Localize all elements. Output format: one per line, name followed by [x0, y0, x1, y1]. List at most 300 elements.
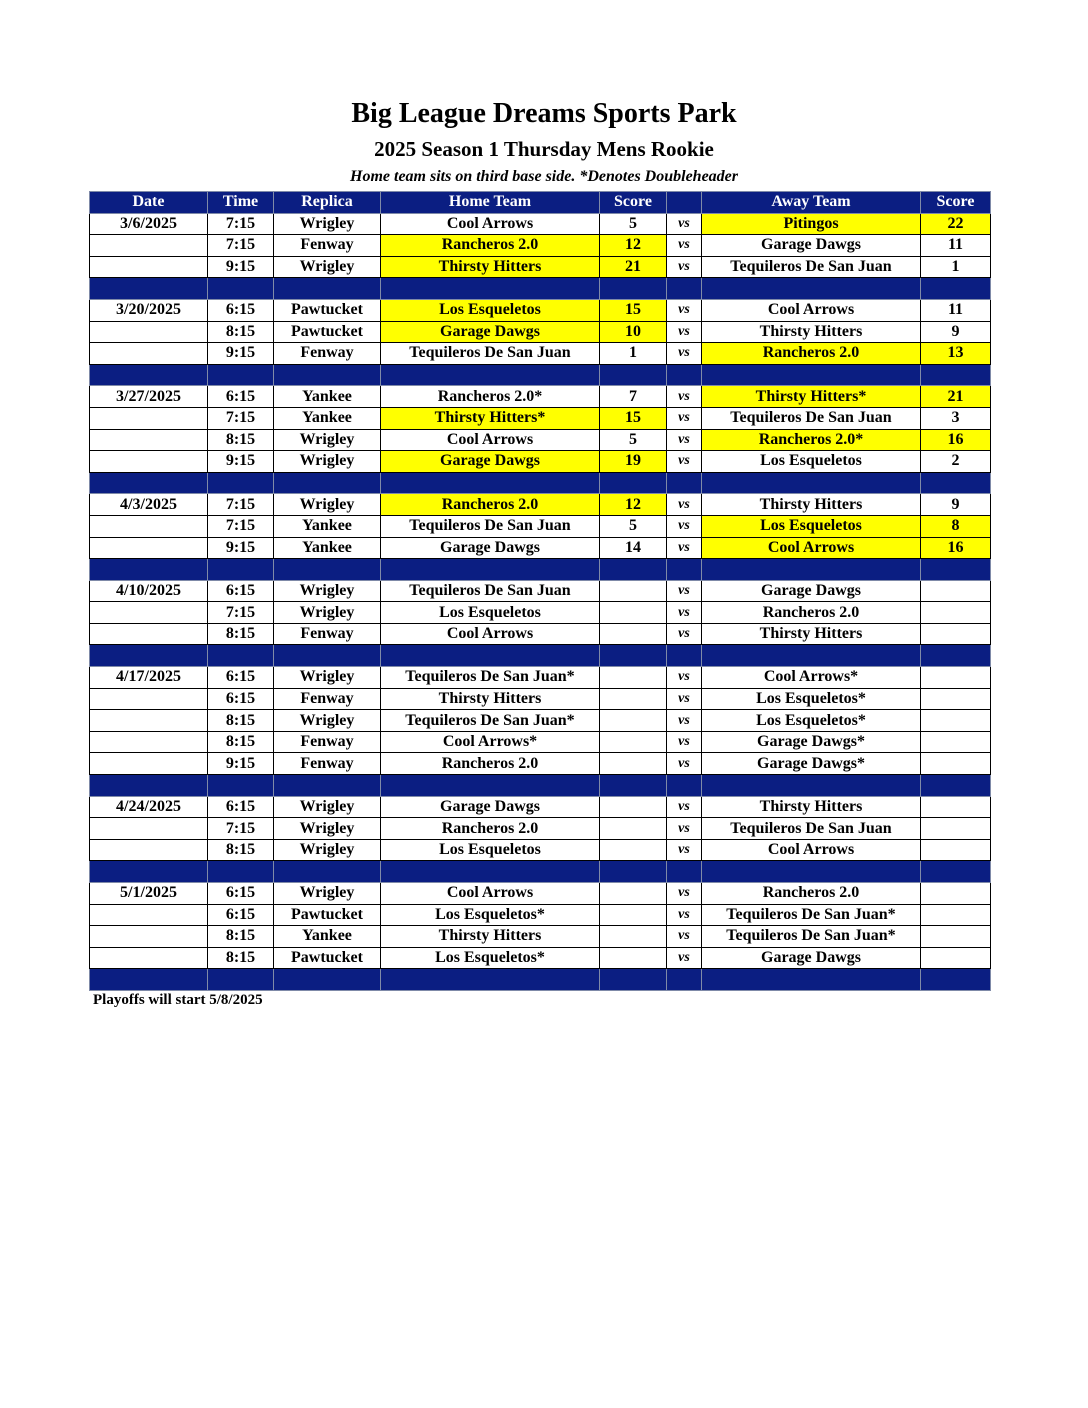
home-score-cell: 5 — [600, 429, 667, 451]
vs-cell: vs — [667, 537, 702, 559]
away-score-cell: 9 — [921, 494, 991, 516]
vs-cell: vs — [667, 818, 702, 840]
away-team-cell: Los Esqueletos* — [702, 710, 921, 732]
time-cell: 9:15 — [208, 451, 274, 473]
table-row — [90, 667, 991, 689]
time-cell: 8:15 — [208, 710, 274, 732]
date-cell: 4/3/2025 — [90, 494, 208, 516]
home-score-cell — [600, 731, 667, 753]
home-team-cell: Tequileros De San Juan* — [381, 710, 600, 732]
away-score-cell: 2 — [921, 451, 991, 473]
separator-cell — [667, 775, 702, 797]
table-row — [90, 494, 991, 516]
date-cell — [90, 688, 208, 710]
table-row — [90, 731, 991, 753]
vs-cell: vs — [667, 515, 702, 537]
home-team-cell: Thirsty Hitters — [381, 926, 600, 948]
time-cell: 7:15 — [208, 818, 274, 840]
separator-cell — [208, 775, 274, 797]
vs-cell: vs — [667, 602, 702, 624]
time-cell: 8:15 — [208, 321, 274, 343]
table-row — [90, 515, 991, 537]
separator-cell — [274, 775, 381, 797]
time-cell: 6:15 — [208, 386, 274, 408]
table-row — [90, 883, 991, 905]
separator-cell — [381, 861, 600, 883]
time-cell: 6:15 — [208, 667, 274, 689]
away-score-cell — [921, 926, 991, 948]
away-team-cell: Garage Dawgs* — [702, 731, 921, 753]
separator-cell — [600, 472, 667, 494]
page-note: Home team sits on third base side. *Denotes Doubleheader — [350, 168, 738, 185]
separator-cell — [667, 645, 702, 667]
separator-cell — [702, 559, 921, 581]
away-team-cell: Tequileros De San Juan* — [702, 926, 921, 948]
away-score-cell — [921, 839, 991, 861]
separator-cell — [702, 645, 921, 667]
away-score-cell: 21 — [921, 386, 991, 408]
table-row — [90, 321, 991, 343]
away-score-cell: 11 — [921, 235, 991, 257]
away-score-cell: 3 — [921, 407, 991, 429]
away-team-cell: Rancheros 2.0 — [702, 883, 921, 905]
date-cell — [90, 256, 208, 278]
replica-cell: Yankee — [274, 386, 381, 408]
separator-cell — [90, 472, 208, 494]
home-score-cell: 12 — [600, 494, 667, 516]
away-score-cell: 9 — [921, 321, 991, 343]
separator-cell — [274, 969, 381, 991]
away-score-cell — [921, 818, 991, 840]
home-team-cell: Rancheros 2.0 — [381, 235, 600, 257]
home-team-cell: Cool Arrows — [381, 883, 600, 905]
home-team-cell: Cool Arrows — [381, 429, 600, 451]
date-cell — [90, 731, 208, 753]
vs-cell: vs — [667, 710, 702, 732]
vs-cell: vs — [667, 321, 702, 343]
date-cell — [90, 818, 208, 840]
home-team-cell: Los Esqueletos* — [381, 947, 600, 969]
table-row — [90, 537, 991, 559]
table-row — [90, 839, 991, 861]
away-team-cell: Los Esqueletos* — [702, 688, 921, 710]
separator-cell — [667, 278, 702, 300]
away-team-cell: Pitingos — [702, 213, 921, 235]
date-cell — [90, 343, 208, 365]
away-team-cell: Rancheros 2.0 — [702, 602, 921, 624]
date-cell — [90, 235, 208, 257]
page-title: Big League Dreams Sports Park — [351, 98, 737, 129]
home-team-cell: Garage Dawgs — [381, 321, 600, 343]
vs-cell: vs — [667, 753, 702, 775]
separator-cell — [90, 364, 208, 386]
home-team-cell: Tequileros De San Juan — [381, 515, 600, 537]
replica-cell: Wrigley — [274, 602, 381, 624]
away-score-cell — [921, 904, 991, 926]
home-team-cell: Los Esqueletos — [381, 602, 600, 624]
table-row — [90, 796, 991, 818]
separator-cell — [702, 472, 921, 494]
separator-cell — [600, 364, 667, 386]
playoffs-note: Playoffs will start 5/8/2025 — [93, 992, 263, 1008]
vs-cell: vs — [667, 883, 702, 905]
date-cell — [90, 602, 208, 624]
col-header-home-score: Score — [600, 192, 667, 214]
vs-cell: vs — [667, 904, 702, 926]
table-row — [90, 926, 991, 948]
home-team-cell: Thirsty Hitters* — [381, 407, 600, 429]
vs-cell: vs — [667, 688, 702, 710]
away-team-cell: Cool Arrows — [702, 839, 921, 861]
replica-cell: Yankee — [274, 515, 381, 537]
replica-cell: Fenway — [274, 688, 381, 710]
away-score-cell: 1 — [921, 256, 991, 278]
time-cell: 8:15 — [208, 839, 274, 861]
replica-cell: Yankee — [274, 407, 381, 429]
away-team-cell: Rancheros 2.0 — [702, 343, 921, 365]
home-score-cell: 7 — [600, 386, 667, 408]
date-cell: 3/27/2025 — [90, 386, 208, 408]
home-team-cell: Los Esqueletos — [381, 299, 600, 321]
away-team-cell: Los Esqueletos — [702, 515, 921, 537]
header-row — [90, 192, 991, 214]
vs-cell: vs — [667, 429, 702, 451]
separator-cell — [90, 861, 208, 883]
separator-cell — [381, 364, 600, 386]
replica-cell: Wrigley — [274, 818, 381, 840]
replica-cell: Wrigley — [274, 429, 381, 451]
replica-cell: Yankee — [274, 926, 381, 948]
replica-cell: Pawtucket — [274, 947, 381, 969]
separator-cell — [274, 861, 381, 883]
time-cell: 8:15 — [208, 731, 274, 753]
separator-cell — [208, 472, 274, 494]
col-header-time: Time — [208, 192, 274, 214]
table-row — [90, 753, 991, 775]
separator-cell — [274, 278, 381, 300]
time-cell: 8:15 — [208, 623, 274, 645]
away-score-cell: 8 — [921, 515, 991, 537]
separator-cell — [667, 861, 702, 883]
replica-cell: Wrigley — [274, 451, 381, 473]
vs-cell: vs — [667, 451, 702, 473]
home-score-cell — [600, 623, 667, 645]
separator-cell — [381, 472, 600, 494]
date-cell: 5/1/2025 — [90, 883, 208, 905]
home-score-cell: 15 — [600, 299, 667, 321]
away-score-cell — [921, 667, 991, 689]
away-score-cell — [921, 623, 991, 645]
home-score-cell — [600, 602, 667, 624]
home-team-cell: Cool Arrows* — [381, 731, 600, 753]
away-score-cell: 16 — [921, 537, 991, 559]
vs-cell: vs — [667, 667, 702, 689]
replica-cell: Fenway — [274, 731, 381, 753]
week-separator-row — [90, 278, 991, 300]
home-team-cell: Garage Dawgs — [381, 537, 600, 559]
replica-cell: Fenway — [274, 753, 381, 775]
schedule-body — [90, 213, 991, 990]
separator-cell — [600, 775, 667, 797]
week-separator-row — [90, 969, 991, 991]
date-cell — [90, 623, 208, 645]
time-cell: 8:15 — [208, 429, 274, 451]
separator-cell — [921, 472, 991, 494]
replica-cell: Fenway — [274, 623, 381, 645]
date-cell — [90, 839, 208, 861]
table-row — [90, 818, 991, 840]
table-row — [90, 386, 991, 408]
home-score-cell: 21 — [600, 256, 667, 278]
away-team-cell: Tequileros De San Juan — [702, 256, 921, 278]
home-score-cell — [600, 753, 667, 775]
home-score-cell — [600, 883, 667, 905]
vs-cell: vs — [667, 386, 702, 408]
vs-cell: vs — [667, 926, 702, 948]
col-header-away-score: Score — [921, 192, 991, 214]
vs-cell: vs — [667, 839, 702, 861]
vs-cell: vs — [667, 580, 702, 602]
vs-cell: vs — [667, 796, 702, 818]
table-row — [90, 688, 991, 710]
time-cell: 6:15 — [208, 580, 274, 602]
home-team-cell: Los Esqueletos — [381, 839, 600, 861]
vs-cell: vs — [667, 235, 702, 257]
date-cell: 4/10/2025 — [90, 580, 208, 602]
home-team-cell: Cool Arrows — [381, 213, 600, 235]
date-cell — [90, 926, 208, 948]
home-team-cell: Rancheros 2.0 — [381, 753, 600, 775]
vs-cell: vs — [667, 256, 702, 278]
separator-cell — [381, 969, 600, 991]
away-score-cell — [921, 688, 991, 710]
replica-cell: Wrigley — [274, 839, 381, 861]
date-cell: 3/20/2025 — [90, 299, 208, 321]
vs-cell: vs — [667, 343, 702, 365]
date-cell — [90, 904, 208, 926]
home-score-cell — [600, 926, 667, 948]
separator-cell — [90, 969, 208, 991]
away-score-cell — [921, 710, 991, 732]
week-separator-row — [90, 559, 991, 581]
separator-cell — [600, 861, 667, 883]
separator-cell — [208, 861, 274, 883]
table-row — [90, 451, 991, 473]
away-team-cell: Garage Dawgs* — [702, 753, 921, 775]
home-team-cell: Rancheros 2.0 — [381, 494, 600, 516]
home-score-cell: 14 — [600, 537, 667, 559]
away-score-cell — [921, 947, 991, 969]
separator-cell — [921, 775, 991, 797]
date-cell — [90, 451, 208, 473]
home-team-cell: Thirsty Hitters — [381, 688, 600, 710]
separator-cell — [274, 364, 381, 386]
separator-cell — [90, 559, 208, 581]
table-row — [90, 343, 991, 365]
away-team-cell: Cool Arrows — [702, 299, 921, 321]
date-cell — [90, 429, 208, 451]
date-cell — [90, 407, 208, 429]
table-row — [90, 299, 991, 321]
replica-cell: Wrigley — [274, 256, 381, 278]
separator-cell — [381, 559, 600, 581]
separator-cell — [600, 645, 667, 667]
home-team-cell: Los Esqueletos* — [381, 904, 600, 926]
time-cell: 7:15 — [208, 602, 274, 624]
separator-cell — [90, 278, 208, 300]
replica-cell: Wrigley — [274, 667, 381, 689]
replica-cell: Wrigley — [274, 580, 381, 602]
time-cell: 6:15 — [208, 688, 274, 710]
separator-cell — [208, 559, 274, 581]
date-cell: 4/24/2025 — [90, 796, 208, 818]
away-score-cell: 22 — [921, 213, 991, 235]
away-team-cell: Thirsty Hitters — [702, 494, 921, 516]
away-team-cell: Tequileros De San Juan* — [702, 904, 921, 926]
week-separator-row — [90, 472, 991, 494]
home-score-cell — [600, 710, 667, 732]
separator-cell — [921, 559, 991, 581]
away-team-cell: Garage Dawgs — [702, 235, 921, 257]
away-score-cell — [921, 883, 991, 905]
home-team-cell: Garage Dawgs — [381, 796, 600, 818]
separator-cell — [90, 645, 208, 667]
separator-cell — [600, 969, 667, 991]
away-score-cell — [921, 602, 991, 624]
time-cell: 6:15 — [208, 904, 274, 926]
away-team-cell: Cool Arrows* — [702, 667, 921, 689]
home-score-cell — [600, 580, 667, 602]
table-row — [90, 213, 991, 235]
table-row — [90, 429, 991, 451]
separator-cell — [702, 969, 921, 991]
replica-cell: Wrigley — [274, 883, 381, 905]
replica-cell: Pawtucket — [274, 299, 381, 321]
separator-cell — [702, 775, 921, 797]
separator-cell — [702, 278, 921, 300]
separator-cell — [208, 278, 274, 300]
separator-cell — [667, 559, 702, 581]
replica-cell: Fenway — [274, 235, 381, 257]
vs-cell: vs — [667, 623, 702, 645]
col-header-home-team: Home Team — [381, 192, 600, 214]
week-separator-row — [90, 775, 991, 797]
table-row — [90, 407, 991, 429]
home-team-cell: Tequileros De San Juan — [381, 580, 600, 602]
date-cell — [90, 537, 208, 559]
away-team-cell: Thirsty Hitters — [702, 321, 921, 343]
separator-cell — [208, 969, 274, 991]
home-score-cell: 5 — [600, 515, 667, 537]
home-team-cell: Garage Dawgs — [381, 451, 600, 473]
col-header-away-team: Away Team — [702, 192, 921, 214]
home-team-cell: Tequileros De San Juan* — [381, 667, 600, 689]
vs-cell: vs — [667, 213, 702, 235]
replica-cell: Wrigley — [274, 796, 381, 818]
away-score-cell: 16 — [921, 429, 991, 451]
date-cell — [90, 947, 208, 969]
week-separator-row — [90, 364, 991, 386]
date-cell: 3/6/2025 — [90, 213, 208, 235]
replica-cell: Yankee — [274, 537, 381, 559]
home-score-cell — [600, 688, 667, 710]
home-score-cell — [600, 667, 667, 689]
table-row — [90, 602, 991, 624]
home-score-cell — [600, 796, 667, 818]
separator-cell — [702, 364, 921, 386]
home-score-cell: 12 — [600, 235, 667, 257]
home-score-cell — [600, 947, 667, 969]
home-score-cell: 5 — [600, 213, 667, 235]
separator-cell — [274, 472, 381, 494]
home-team-cell: Tequileros De San Juan — [381, 343, 600, 365]
home-score-cell — [600, 818, 667, 840]
time-cell: 9:15 — [208, 256, 274, 278]
separator-cell — [702, 861, 921, 883]
time-cell: 7:15 — [208, 494, 274, 516]
schedule-table — [89, 191, 991, 991]
away-score-cell — [921, 796, 991, 818]
vs-cell: vs — [667, 494, 702, 516]
home-team-cell: Thirsty Hitters — [381, 256, 600, 278]
away-team-cell: Thirsty Hitters — [702, 623, 921, 645]
away-team-cell: Garage Dawgs — [702, 580, 921, 602]
separator-cell — [921, 645, 991, 667]
replica-cell: Wrigley — [274, 494, 381, 516]
separator-cell — [600, 278, 667, 300]
date-cell — [90, 515, 208, 537]
time-cell: 7:15 — [208, 407, 274, 429]
away-score-cell — [921, 731, 991, 753]
separator-cell — [208, 364, 274, 386]
vs-cell: vs — [667, 299, 702, 321]
away-team-cell: Cool Arrows — [702, 537, 921, 559]
time-cell: 8:15 — [208, 926, 274, 948]
home-score-cell: 19 — [600, 451, 667, 473]
away-team-cell: Los Esqueletos — [702, 451, 921, 473]
separator-cell — [921, 861, 991, 883]
time-cell: 6:15 — [208, 796, 274, 818]
table-row — [90, 623, 991, 645]
table-row — [90, 904, 991, 926]
home-score-cell: 10 — [600, 321, 667, 343]
table-row — [90, 947, 991, 969]
separator-cell — [381, 278, 600, 300]
home-score-cell — [600, 904, 667, 926]
time-cell: 6:15 — [208, 299, 274, 321]
away-team-cell: Thirsty Hitters — [702, 796, 921, 818]
separator-cell — [667, 364, 702, 386]
time-cell: 6:15 — [208, 883, 274, 905]
time-cell: 9:15 — [208, 343, 274, 365]
home-team-cell: Cool Arrows — [381, 623, 600, 645]
time-cell: 8:15 — [208, 947, 274, 969]
away-team-cell: Tequileros De San Juan — [702, 407, 921, 429]
vs-cell: vs — [667, 407, 702, 429]
away-score-cell: 13 — [921, 343, 991, 365]
time-cell: 9:15 — [208, 753, 274, 775]
replica-cell: Wrigley — [274, 710, 381, 732]
separator-cell — [381, 645, 600, 667]
col-header-vs — [667, 192, 702, 214]
separator-cell — [600, 559, 667, 581]
page-subtitle: 2025 Season 1 Thursday Mens Rookie — [374, 137, 714, 161]
col-header-date: Date — [90, 192, 208, 214]
separator-cell — [381, 775, 600, 797]
home-team-cell: Rancheros 2.0* — [381, 386, 600, 408]
date-cell — [90, 321, 208, 343]
home-score-cell: 1 — [600, 343, 667, 365]
